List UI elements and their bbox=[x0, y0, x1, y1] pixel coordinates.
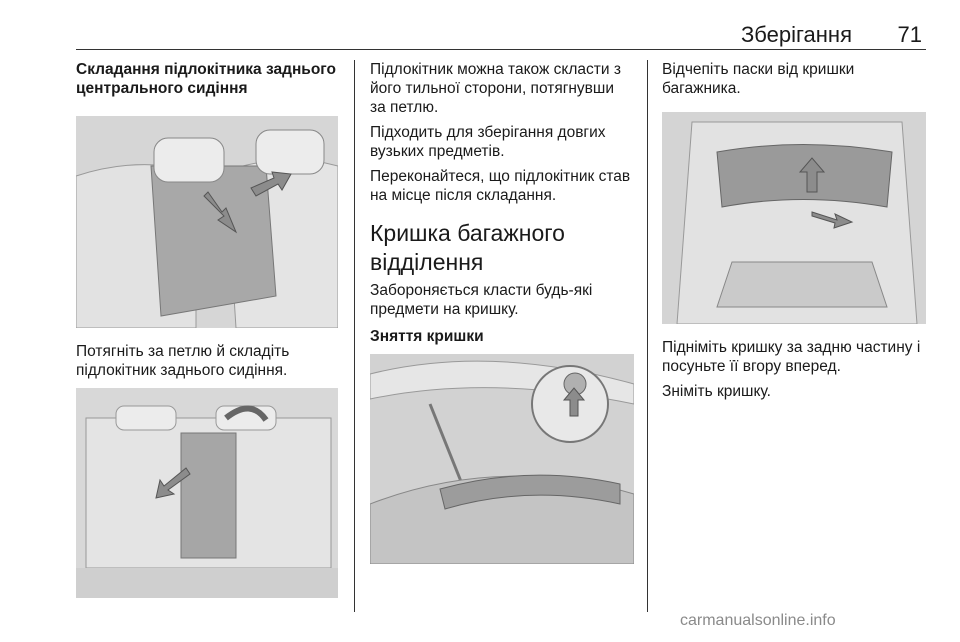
page-number: 71 bbox=[897, 22, 922, 47]
armrest-caption: Потягніть за петлю й складіть підлокітник заднього сидіння. bbox=[76, 343, 290, 379]
cover-remove-text: Зніміть кришку. bbox=[662, 383, 771, 400]
armrest-para-1: Підлокітник можна також скласти з його тильної сторони, потягнувши за петлю. bbox=[370, 61, 621, 116]
page-header bbox=[76, 0, 926, 50]
armrest-para-3: Переконайтеся, що підлокітник став на місце після складання. bbox=[370, 168, 631, 204]
cover-straps-text: Відчепіть паски від кришки багажника. bbox=[662, 61, 855, 97]
cover-section-title: Кришка багажного відділення bbox=[370, 220, 565, 275]
column-divider bbox=[354, 60, 355, 612]
watermark: carmanualsonline.info bbox=[680, 612, 836, 629]
column-1 bbox=[76, 60, 338, 104]
cover-lift-text: Підніміть кришку за задню частину і посуньте її вгору вперед. bbox=[662, 339, 921, 375]
column-divider bbox=[647, 60, 648, 612]
cover-removal-illustration bbox=[370, 354, 634, 564]
cover-remove-heading: Зняття кришки bbox=[370, 328, 484, 345]
cover-lift-illustration bbox=[662, 112, 926, 324]
armrest-caption-block bbox=[76, 342, 338, 386]
armrest-fold-illustration bbox=[76, 116, 338, 328]
armrest-heading: Складання підлокітника заднього центрального сидіння bbox=[76, 61, 337, 97]
armrest-para-2: Підходить для зберігання довгих вузьких предметів. bbox=[370, 124, 606, 160]
section-title: Зберігання bbox=[741, 22, 852, 47]
column-2 bbox=[370, 60, 634, 352]
armrest-rear-illustration bbox=[76, 388, 338, 598]
cover-warning: Забороняється класти будь-які предмети на кришку. bbox=[370, 282, 593, 318]
column-3 bbox=[662, 60, 926, 104]
cover-steps-block bbox=[662, 338, 926, 407]
